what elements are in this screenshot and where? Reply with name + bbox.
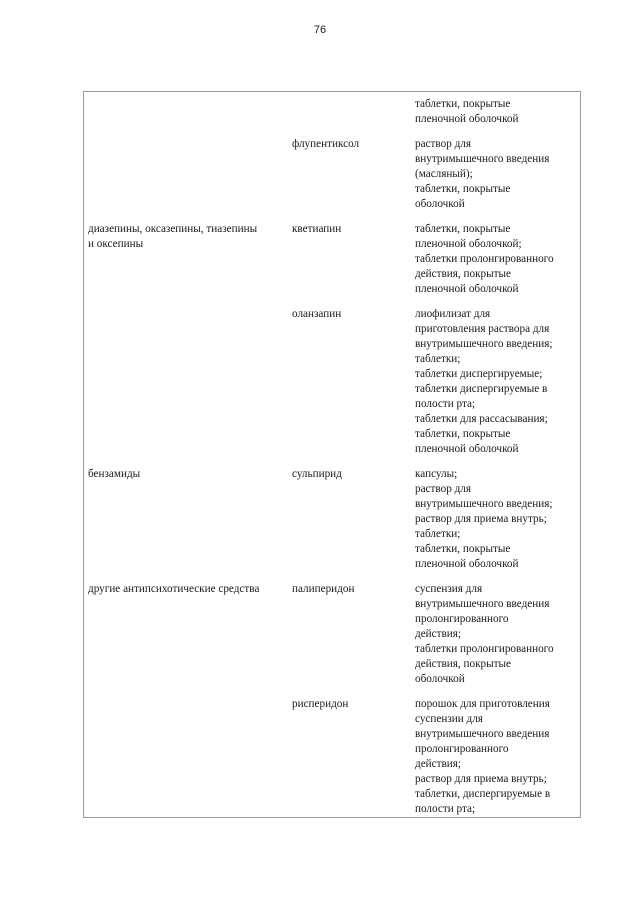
drug-name-cell: рисперидон (292, 698, 349, 710)
dosage-forms-cell: таблетки, покрытые пленочной оболочкой; таблетки пролонгированного действия, покрытые пленочной оболочкой (415, 223, 554, 295)
drug-table (83, 91, 581, 818)
drug-name-cell: оланзапин (292, 308, 342, 320)
atc-group-cell: бензамиды (88, 468, 141, 480)
atc-group-cell: диазепины, оксазепины, тиазепины и оксепины (88, 223, 258, 250)
dosage-forms-cell: капсулы; раствор для внутримышечного введения; раствор для приема внутрь; таблетки; таблетки, покрытые пленочной оболочкой (415, 468, 553, 570)
dosage-forms-cell: раствор для внутримышечного введения (масляный); таблетки, покрытые оболочкой (415, 138, 550, 210)
drug-name-cell: кветиапин (292, 223, 342, 235)
drug-name-cell: флупентиксол (292, 138, 360, 150)
dosage-forms-cell: суспензия для внутримышечного введения пролонгированного действия; таблетки пролонгированного действия, покрытые оболочкой (415, 583, 554, 685)
page-number: 76 (313, 24, 327, 36)
dosage-forms-cell: порошок для приготовления суспензии для внутримышечного введения пролонгированного действия; раствор для приема внутрь; таблетки, диспергируемые в полости рта; (415, 698, 551, 815)
dosage-forms-cell: лиофилизат для приготовления раствора для внутримышечного введения; таблетки; таблетки диспергируемые; таблетки диспергируемые в полости рта; таблетки для рассасывания; таблетки, покрытые пленочной оболочкой (415, 308, 553, 455)
dosage-forms-cell: таблетки, покрытые пленочной оболочкой (415, 98, 519, 125)
drug-name-cell: сульпирид (292, 468, 342, 480)
atc-group-cell: другие антипсихотические средства (88, 583, 260, 595)
drug-name-cell: палиперидон (292, 583, 355, 595)
